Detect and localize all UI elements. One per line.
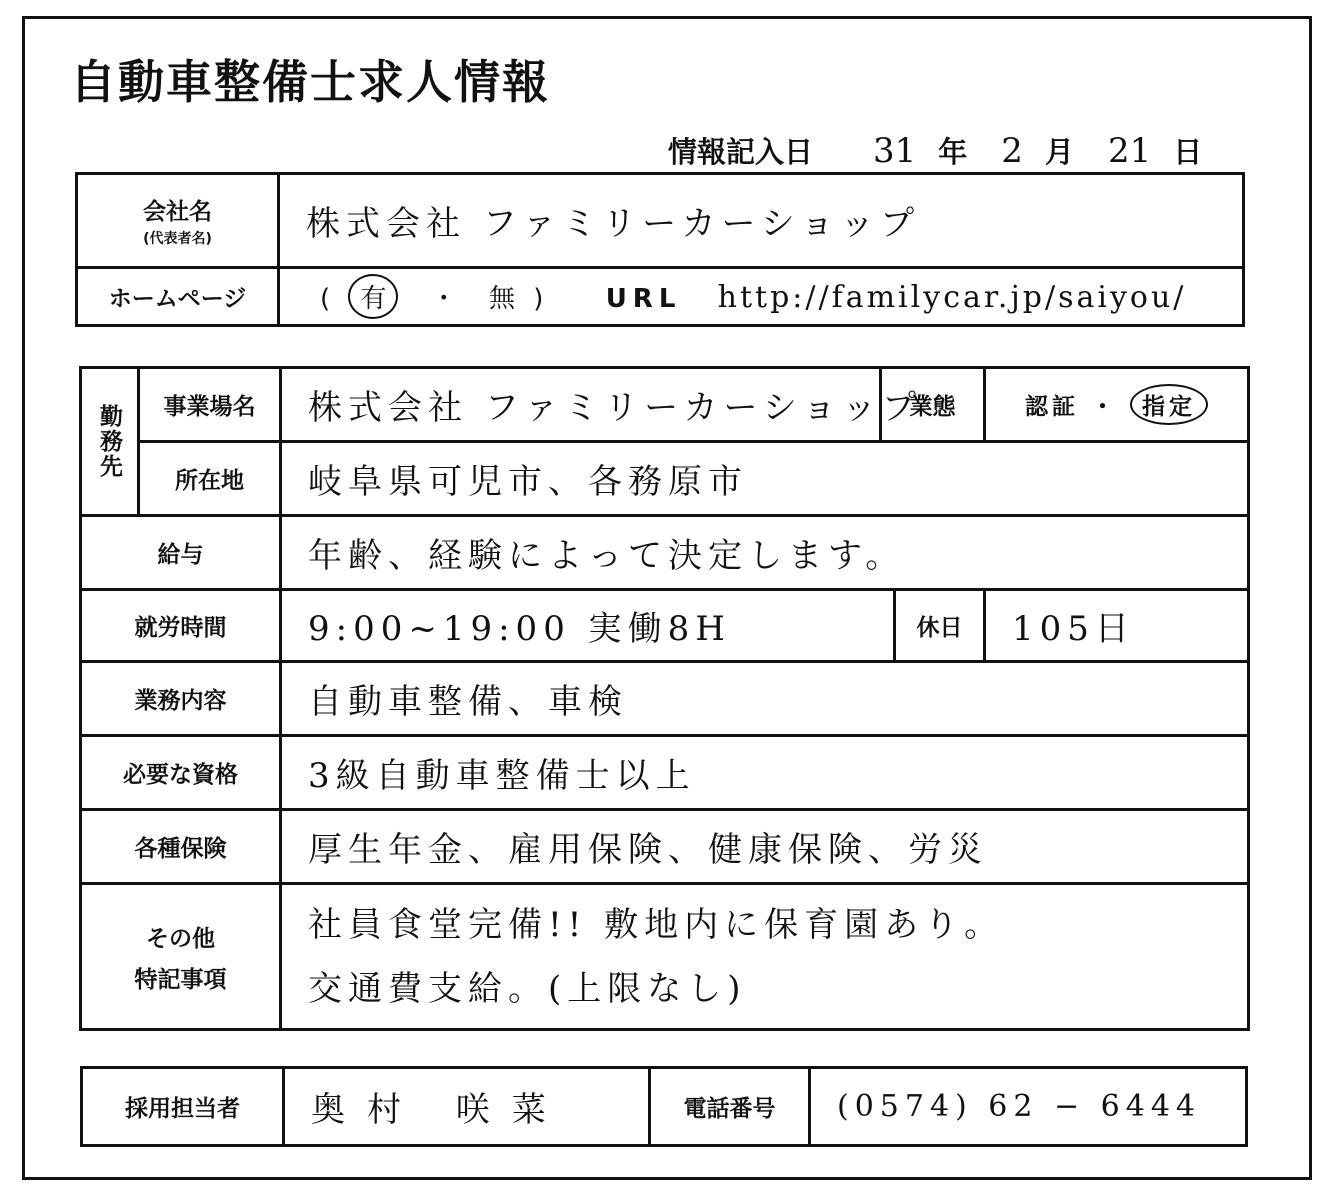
hours-value: 9:00~19:00 実働8H: [281, 590, 895, 662]
entry-date-label: 情報記入日: [668, 135, 814, 169]
entry-date-month-unit: 月: [1044, 135, 1074, 169]
url-value: http://familycar.jp/saiyou/: [717, 280, 1187, 315]
entry-date: [668, 130, 1236, 171]
location-label: 所在地: [139, 442, 281, 516]
phone-number: (0574) 62 − 6444: [810, 1068, 1247, 1146]
homepage-separator: ・: [430, 284, 457, 314]
recruiter-name: 奥村 咲菜: [284, 1068, 650, 1146]
homepage-cell: [279, 268, 1244, 326]
duties-value: 自動車整備、車検: [281, 662, 1249, 736]
other-label-line1: その他: [146, 925, 215, 952]
url-label: URL: [605, 284, 682, 314]
company-label-cell: [77, 174, 279, 268]
qualification-value: 3級自動車整備士以上: [281, 736, 1249, 810]
salary-value: 年齢、経験によって決定します。: [281, 516, 1249, 590]
designated-option: 指定: [1130, 384, 1208, 425]
insurance-value: 厚生年金、雇用保険、健康保険、労災: [281, 810, 1249, 884]
other-notes-cell: [281, 884, 1249, 1030]
location-value: 岐阜県可児市、各務原市: [281, 442, 1249, 516]
homepage-label: ホームページ: [77, 268, 279, 326]
entry-date-day-unit: 日: [1173, 135, 1203, 169]
entry-date-year: 31: [873, 131, 917, 171]
cert-separator: ・: [1091, 394, 1118, 420]
business-type-value: [985, 368, 1249, 442]
company-label: 会社名: [143, 199, 212, 225]
homepage-option-yes: 有: [348, 274, 398, 319]
insurance-label: 各種保険: [81, 810, 281, 884]
company-name-value: 株式会社 ファミリーカーショップ: [279, 174, 1244, 268]
duties-label: 業務内容: [81, 662, 281, 736]
entry-date-month: 2: [1001, 131, 1023, 171]
phone-label: 電話番号: [650, 1068, 810, 1146]
salary-label: 給与: [81, 516, 281, 590]
site-name-value: 株式会社 ファミリーカーショップ: [281, 368, 881, 442]
site-name-label: 事業場名: [139, 368, 281, 442]
entry-date-day: 21: [1107, 131, 1152, 171]
other-notes-line2: 交通費支給。(上限なし): [308, 968, 747, 1009]
homepage-open-paren: (: [320, 284, 331, 314]
homepage-option-no: 無: [488, 284, 515, 314]
entry-date-year-unit: 年: [938, 135, 968, 169]
contact-table: [80, 1066, 1248, 1147]
holiday-value: 105日: [985, 590, 1249, 662]
page-title: 自動車整備士求人情報: [70, 55, 550, 109]
hours-label: 就労時間: [81, 590, 281, 662]
other-notes-line1: 社員食堂完備!! 敷地内に保育園あり。: [308, 904, 1005, 945]
workplace-section-label: 勤務先: [81, 368, 139, 516]
business-type-label: 業態: [881, 368, 985, 442]
company-sub-label: (代表者名): [143, 231, 212, 247]
other-label-cell: [81, 884, 281, 1030]
company-table: [75, 172, 1245, 327]
homepage-close-paren: ): [533, 284, 544, 314]
cert-option: 認証: [1024, 394, 1079, 420]
qualification-label: 必要な資格: [81, 736, 281, 810]
recruiter-label: 採用担当者: [82, 1068, 284, 1146]
job-details-table: [79, 366, 1250, 1031]
holiday-label: 休日: [895, 590, 985, 662]
other-label-line2: 特記事項: [134, 966, 227, 993]
